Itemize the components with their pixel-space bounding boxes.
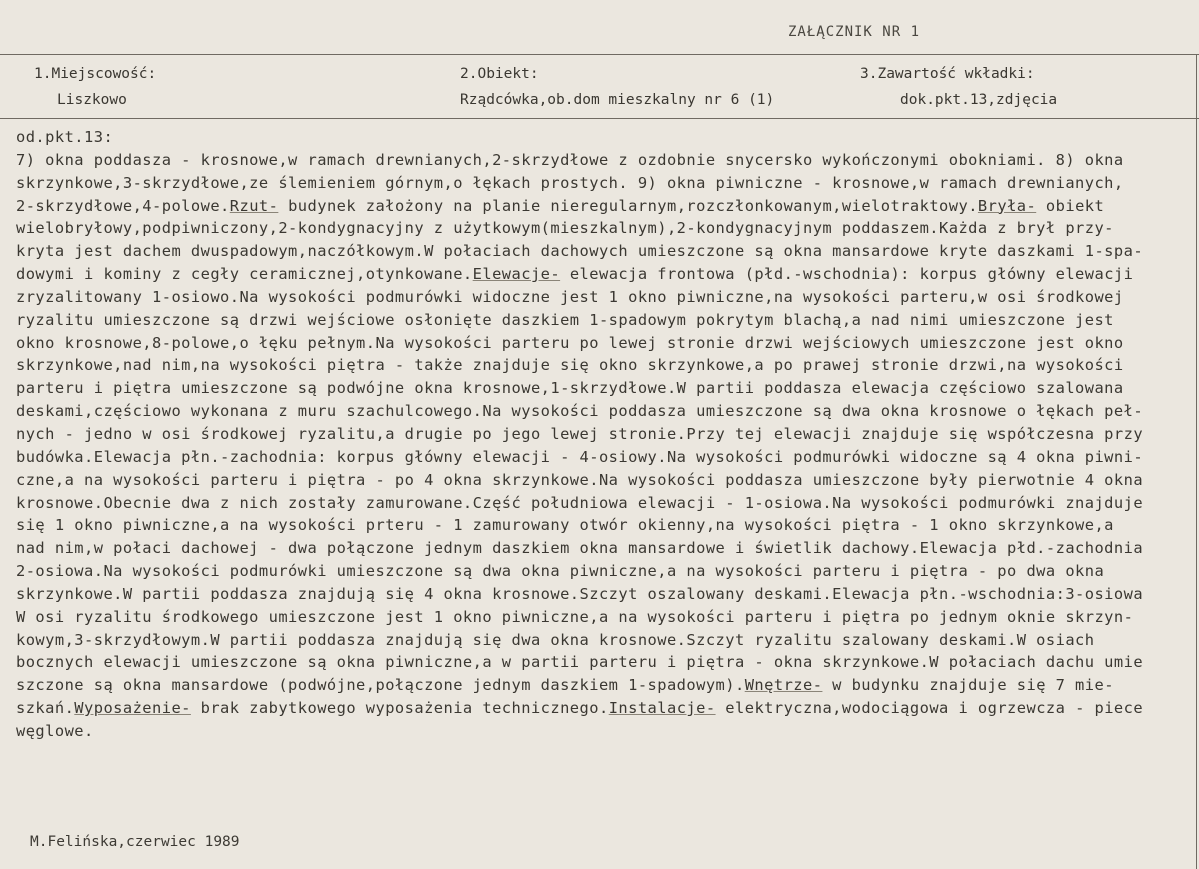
text-line <box>16 354 1196 377</box>
text-segment: elewacja frontowa (płd.-wschodnia): korpus główny elewacji <box>560 265 1134 284</box>
section-heading: Wnętrze- <box>744 676 823 695</box>
section-heading: Elewacje- <box>472 265 561 284</box>
text-line <box>16 172 1196 195</box>
text-segment: zryzalitowany 1-osiowo.Na wysokości podmurówki widoczne jest 1 okno piwniczne,na wysokości parteru,w osi środkowej <box>16 287 1124 306</box>
text-segment: 2-osiowa.Na wysokości podmurówki umieszczone są dwa okna piwniczne,a na wysokości parteru i piętra - po dwa okna <box>16 562 1105 581</box>
text-line <box>16 195 1196 218</box>
text-line <box>16 423 1196 446</box>
text-segment: budynek założony na planie nieregularnym,rozczłonkowanym,wielotraktowy. <box>278 196 978 215</box>
text-line <box>16 674 1196 697</box>
text-segment: budówka.Elewacja płn.-zachodnia: korpus główny elewacji - 4-osiowy.Na wysokości podmurówki widoczne są 4 okna piwni- <box>16 447 1144 466</box>
field-place-label: 1.Miejscowość: <box>34 66 157 82</box>
text-line <box>16 720 1196 743</box>
text-segment: W osi ryzalitu środkowego umieszczone jest 1 okno piwniczne,a na wysokości parteru i piętra po jednym oknie skrzyn- <box>16 607 1134 626</box>
text-line <box>16 217 1196 240</box>
section-heading: Rzut- <box>229 196 279 215</box>
document-body <box>16 126 1196 743</box>
field-contents-label: 3.Zawartość wkładki: <box>860 66 1035 82</box>
text-line <box>16 560 1196 583</box>
text-segment: skrzynkowe,3-skrzydłowe,ze ślemieniem górnym,o łękach prostych. 9) okna piwniczne - krosnowe,w ramach drewnianych, <box>16 173 1124 192</box>
text-segment: szkań. <box>16 699 75 718</box>
text-line <box>16 240 1196 263</box>
text-line <box>16 629 1196 652</box>
right-border <box>1196 54 1197 869</box>
text-segment: się 1 okno piwniczne,a na wysokości prteru - 1 zamurowany otwór okienny,na wysokości piętra - 1 okno skrzynkowe,a <box>16 516 1114 535</box>
header-bottom-rule <box>0 118 1199 119</box>
text-segment: czne,a na wysokości parteru i piętra - po 4 okna skrzynkowe.Na wysokości poddasza umieszczone były pierwotnie 4 okna <box>16 470 1144 489</box>
text-segment: ryzalitu umieszczone są drzwi wejściowe osłonięte daszkiem 1-spadowym pokrytym blachą,a nad nimi umieszczone jest <box>16 310 1114 329</box>
text-line <box>16 514 1196 537</box>
text-line <box>16 149 1196 172</box>
text-line <box>16 126 1196 149</box>
text-line <box>16 651 1196 674</box>
annex-label: ZAŁĄCZNIK NR 1 <box>788 24 921 40</box>
section-heading: Instalacje- <box>608 699 716 718</box>
text-segment: skrzynkowe,nad nim,na wysokości piętra - także znajduje się okno skrzynkowe,a po prawej stronie drzwi,na wysokości <box>16 356 1124 375</box>
text-segment: bocznych elewacji umieszczone są okna piwniczne,a w partii parteru i piętra - okna skrzynkowe.W połaciach dachu umie <box>16 653 1144 672</box>
text-segment: obiekt <box>1036 196 1105 215</box>
text-line <box>16 400 1196 423</box>
text-segment: kowym,3-skrzydłowym.W partii poddasza znajdują się dwa okna krosnowe.Szczyt ryzalitu szalowany deskami.W osiach <box>16 630 1095 649</box>
text-segment: brak zabytkowego wyposażenia technicznego. <box>190 699 609 718</box>
text-line <box>16 469 1196 492</box>
text-line <box>16 332 1196 355</box>
field-place-value: Liszkowo <box>57 92 127 108</box>
section-heading: Wyposażenie- <box>74 699 191 718</box>
text-segment: węglowe. <box>16 721 94 740</box>
text-line <box>16 537 1196 560</box>
text-line <box>16 446 1196 469</box>
header-top-rule <box>0 54 1199 55</box>
text-segment: w budynku znajduje się 7 mie- <box>822 676 1114 695</box>
text-segment: dowymi i kominy z cegły ceramicznej,otynkowane. <box>16 265 473 284</box>
text-line <box>16 286 1196 309</box>
text-line <box>16 697 1196 720</box>
text-line <box>16 263 1196 286</box>
text-segment: okno krosnowe,8-polowe,o łęku pełnym.Na wysokości parteru po lewej stronie drzwi wejściowych umieszczone jest okno <box>16 333 1124 352</box>
text-segment: krosnowe.Obecnie dwa z nich zostały zamurowane.Część południowa elewacji - 1-osiowa.Na wysokości podmurówki znajduje <box>16 493 1144 512</box>
text-segment: 7) okna poddasza - krosnowe,w ramach drewnianych,2-skrzydłowe z ozdobnie snycersko wykończonymi obokniami. 8) okna <box>16 150 1124 169</box>
text-segment: deskami,częściowo wykonana z muru szachulcowego.Na wysokości poddasza umieszczone są dwa okna krosnowe o łękach peł- <box>16 402 1144 421</box>
text-segment: nad nim,w połaci dachowej - dwa połączone jednym daszkiem okna mansardowe i świetlik dachowy.Elewacja płd.-zachodnia <box>16 539 1144 558</box>
text-line <box>16 606 1196 629</box>
section-heading: Bryła- <box>977 196 1037 215</box>
text-segment: nych - jedno w osi środkowej ryzalitu,a drugie po jego lewej stronie.Przy tej elewacji znajduje się współczesna przy <box>16 424 1144 443</box>
text-segment: 2-skrzydłowe,4-polowe. <box>16 196 230 215</box>
field-contents-value: dok.pkt.13,zdjęcia <box>900 92 1058 108</box>
text-segment: skrzynkowe.W partii poddasza znajdują się 4 okna krosnowe.Szczyt oszalowany deskami.Elewacja płn.-wschodnia:3-osiowa <box>16 584 1144 603</box>
text-segment: od.pkt.13: <box>16 128 114 146</box>
field-object-value: Rządcówka,ob.dom mieszkalny nr 6 (1) <box>460 92 775 108</box>
text-segment: parteru i piętra umieszczone są podwójne okna krosnowe,1-skrzydłowe.W partii poddasza elewacja częściowo szalowana <box>16 379 1124 398</box>
text-line <box>16 492 1196 515</box>
author-signature: M.Felińska,czerwiec 1989 <box>30 834 240 850</box>
text-segment: szczone są okna mansardowe (podwójne,połączone jednym daszkiem 1-spadowym). <box>16 676 745 695</box>
text-segment: elektryczna,wodociągowa i ogrzewcza - piece <box>715 699 1144 718</box>
text-segment: kryta jest dachem dwuspadowym,naczółkowym.W połaciach dachowych umieszczone są okna mansardowe kryte daszkami 1-spa- <box>16 242 1144 261</box>
text-segment: wielobryłowy,podpiwniczony,2-kondygnacyjny z użytkowym(mieszkalnym),2-kondygnacyjnym poddaszem.Każda z brył przy- <box>16 219 1114 238</box>
text-line <box>16 309 1196 332</box>
field-object-label: 2.Obiekt: <box>460 66 539 82</box>
text-line <box>16 377 1196 400</box>
text-line <box>16 583 1196 606</box>
